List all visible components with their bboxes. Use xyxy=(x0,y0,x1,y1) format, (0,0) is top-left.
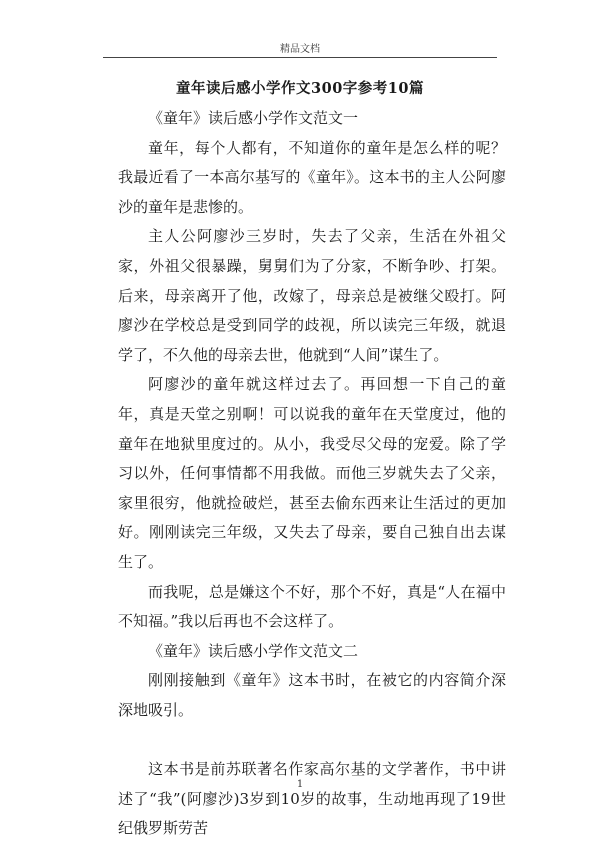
paragraph: 阿廖沙的童年就这样过去了。再回想一下自己的童年，真是天堂之别啊！可以说我的童年在天堂度过，他的童年在地狱里度过的。从小，我受尽父母的宠爱。除了学习以外，任何事情都不用我做。而他三岁就失去了父亲，家里很穷，他就捡破烂，甚至去偷东西来让生活过的更加好。刚刚读完三年级，又失去了母亲，要自己独自出去谋生了。 xyxy=(118,375,506,571)
document-body xyxy=(118,104,506,844)
document-title: 童年读后感小学作文300字参考10篇 xyxy=(176,80,424,97)
header-label: 精品文档 xyxy=(280,44,320,55)
paragraph: 童年，每个人都有，不知道你的童年是怎么样的呢？我最近看了一本高尔基写的《童年》。这本书的主人公阿廖沙的童年是悲惨的。 xyxy=(118,138,506,216)
section-subtitle: 《童年》读后感小学作文范文二 xyxy=(148,641,359,660)
page-number: 1 xyxy=(296,779,304,790)
header-divider xyxy=(103,57,497,58)
paragraph: 主人公阿廖沙三岁时，失去了父亲，生活在外祖父家，外祖父很暴躁，舅舅们为了分家，不断争吵、打架。后来，母亲离开了他，改嫁了，母亲总是被继父殴打。阿廖沙在学校总是受到同学的歧视，所以读完三年级，就退学了，不久他的母亲去世，他就到“人间”谋生了。 xyxy=(118,227,506,364)
paragraph: 而我呢，总是嫌这个不好，那个不好，真是“人在福中不知福。”我以后再也不会这样了。 xyxy=(118,582,506,631)
paragraph: 这本书是前苏联著名作家高尔基的文学著作，书中讲述了“我”(阿廖沙)3岁到10岁的故事，生动地再现了19世纪俄罗斯劳苦 xyxy=(118,760,506,838)
paragraph: 刚刚接触到《童年》这本书时，在被它的内容简介深深地吸引。 xyxy=(118,671,506,719)
section-subtitle: 《童年》读后感小学作文范文一 xyxy=(148,109,359,127)
